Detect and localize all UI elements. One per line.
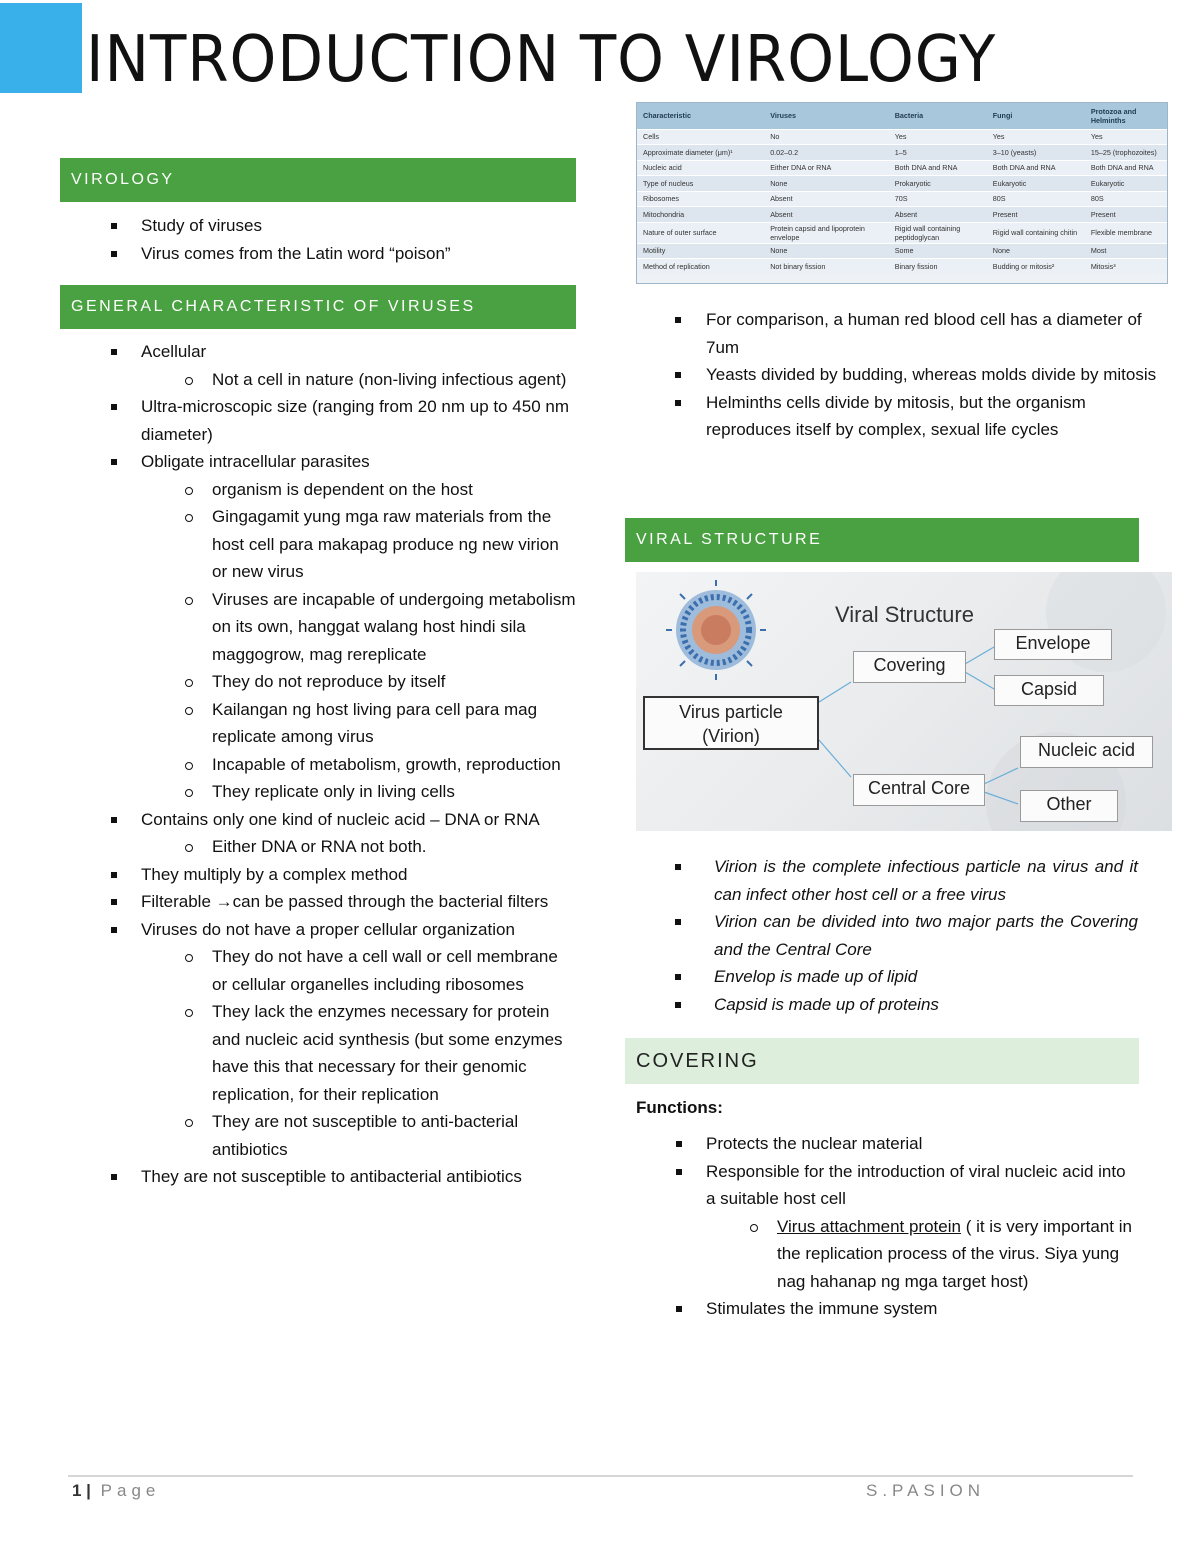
table-cell: Nature of outer surface bbox=[637, 222, 764, 243]
table-cell: None bbox=[764, 243, 889, 259]
list-item: Filterable →can be passed through the bacterial filters bbox=[60, 888, 576, 916]
list-item: Ultra-microscopic size (ranging from 20 nm up to 450 nm diameter) bbox=[60, 393, 576, 448]
capsid-box: Capsid bbox=[994, 675, 1104, 706]
table-header-row bbox=[637, 103, 1167, 129]
table-header-cell: Characteristic bbox=[637, 103, 764, 129]
right-column-top bbox=[624, 306, 1174, 444]
obligate-text: Obligate intracellular parasites bbox=[141, 452, 370, 471]
table-cell: Eukaryotic bbox=[1085, 176, 1167, 192]
table-row bbox=[637, 176, 1167, 192]
table-row bbox=[637, 243, 1167, 259]
table-header-cell: Viruses bbox=[764, 103, 889, 129]
viral-structure-notes bbox=[624, 853, 1138, 1018]
table-cell: 15–25 (trophozoites) bbox=[1085, 145, 1167, 161]
list-item: Virion is the complete infectious particle na virus and it can infect other host cell or a free virus bbox=[624, 853, 1138, 908]
table-cell: Type of nucleus bbox=[637, 176, 764, 192]
functions-label: Functions: bbox=[636, 1098, 723, 1117]
page-title: INTRODUCTION TO VIROLOGY bbox=[86, 23, 997, 97]
table-cell: Mitosis³ bbox=[1085, 259, 1167, 275]
list-item: For comparison, a human red blood cell has a diameter of 7um bbox=[624, 306, 1174, 361]
footer-page-number bbox=[72, 1481, 160, 1501]
table-cell: Present bbox=[1085, 207, 1167, 223]
table-cell: Method of replication bbox=[637, 259, 764, 275]
table-cell: Absent bbox=[889, 207, 987, 223]
table-cell: Mitochondria bbox=[637, 207, 764, 223]
list-item: Virion can be divided into two major parts the Covering and the Central Core bbox=[624, 908, 1138, 963]
table-cell: 80S bbox=[987, 191, 1085, 207]
sub-list-item: Not a cell in nature (non-living infectious agent) bbox=[141, 366, 576, 394]
table-cell: Flexible membrane bbox=[1085, 222, 1167, 243]
table-cell: Yes bbox=[1085, 129, 1167, 145]
table-cell: Absent bbox=[764, 191, 889, 207]
sub-list bbox=[141, 476, 576, 806]
sub-list-item: Either DNA or RNA not both. bbox=[141, 833, 576, 861]
table-cell: Budding or mitosis² bbox=[987, 259, 1085, 275]
list-item: Protects the nuclear material bbox=[625, 1130, 1139, 1158]
table-row bbox=[637, 259, 1167, 275]
list-item: Study of viruses bbox=[60, 212, 576, 240]
table-cell: No bbox=[764, 129, 889, 145]
nucleic-acid-box: Nucleic acid bbox=[1020, 736, 1153, 768]
table-row bbox=[637, 145, 1167, 161]
viral-structure-section bbox=[625, 518, 1139, 562]
table-cell: Not binary fission bbox=[764, 259, 889, 275]
list-item bbox=[60, 916, 576, 1164]
sub-list bbox=[706, 1213, 1139, 1296]
sub-list bbox=[141, 366, 576, 394]
table-cell: Both DNA and RNA bbox=[987, 160, 1085, 176]
other-box: Other bbox=[1020, 790, 1118, 822]
covering-functions-list bbox=[625, 1130, 1139, 1323]
general-characteristics-list bbox=[60, 338, 576, 1191]
sub-list bbox=[141, 833, 576, 861]
table-header-cell: Protozoa and Helminths bbox=[1085, 103, 1167, 129]
virology-list bbox=[60, 212, 576, 267]
list-item bbox=[60, 806, 576, 861]
sub-list-item: Viruses are incapable of undergoing metabolism on its own, hanggat walang host hindi sila maggogrow, mag rereplicate bbox=[141, 586, 576, 669]
section-header-virology: VIROLOGY bbox=[60, 158, 576, 202]
diagram-title: Viral Structure bbox=[835, 602, 974, 627]
table-cell: Both DNA and RNA bbox=[889, 160, 987, 176]
list-item: They multiply by a complex method bbox=[60, 861, 576, 889]
table-cell: Some bbox=[889, 243, 987, 259]
table-cell: Nucleic acid bbox=[637, 160, 764, 176]
central-core-box: Central Core bbox=[853, 774, 985, 806]
table-row bbox=[637, 160, 1167, 176]
table-cell: 0.02–0.2 bbox=[764, 145, 889, 161]
table-cell: 80S bbox=[1085, 191, 1167, 207]
table-row bbox=[637, 207, 1167, 223]
list-item: Yeasts divided by budding, whereas molds divide by mitosis bbox=[624, 361, 1174, 389]
table-cell: Yes bbox=[889, 129, 987, 145]
list-item: Helminths cells divide by mitosis, but the organism reproduces itself by complex, sexual life cycles bbox=[624, 389, 1174, 444]
table-cell: None bbox=[764, 176, 889, 192]
sub-list-item: They lack the enzymes necessary for protein and nucleic acid synthesis (but some enzymes have this that necessary for their genomic replication, for their replication bbox=[141, 998, 576, 1108]
list-item: They are not susceptible to antibacterial antibiotics bbox=[60, 1163, 576, 1191]
table-cell: 1–5 bbox=[889, 145, 987, 161]
viral-structure-notes-list bbox=[624, 853, 1138, 1018]
nucleic-text: Contains only one kind of nucleic acid – DNA or RNA bbox=[141, 809, 540, 829]
page-number: 1 | bbox=[72, 1481, 91, 1500]
sub-list-item: Gingagamit yung mga raw materials from the host cell para makapag produce ng new virion or new virus bbox=[141, 503, 576, 586]
table-header-cell: Bacteria bbox=[889, 103, 987, 129]
table-cell: None bbox=[987, 243, 1085, 259]
virus-particle-label: Virus particle bbox=[679, 702, 783, 722]
table-cell: 3–10 (yeasts) bbox=[987, 145, 1085, 161]
footer-divider bbox=[68, 1475, 1133, 1477]
table-row bbox=[637, 222, 1167, 243]
sub-list-item bbox=[706, 1213, 1139, 1296]
section-header-general-characteristics: GENERAL CHARACTERISTIC OF VIRUSES bbox=[60, 285, 576, 329]
comparison-table-image bbox=[636, 102, 1168, 284]
table-row bbox=[637, 191, 1167, 207]
corner-accent-block bbox=[0, 3, 82, 93]
viral-structure-diagram bbox=[636, 572, 1172, 831]
table-header-cell: Fungi bbox=[987, 103, 1085, 129]
list-item: Envelop is made up of lipid bbox=[624, 963, 1138, 991]
table-cell: Prokaryotic bbox=[889, 176, 987, 192]
table-cell: Ribosomes bbox=[637, 191, 764, 207]
sub-list-item: They are not susceptible to anti-bacterial antibiotics bbox=[141, 1108, 576, 1163]
table-cell: Rigid wall containing chitin bbox=[987, 222, 1085, 243]
table-cell: Cells bbox=[637, 129, 764, 145]
table-cell: Yes bbox=[987, 129, 1085, 145]
table-cell: Either DNA or RNA bbox=[764, 160, 889, 176]
sub-list-item: They do not reproduce by itself bbox=[141, 668, 576, 696]
envelope-box: Envelope bbox=[994, 629, 1112, 660]
table-cell: Approximate diameter (μm)¹ bbox=[637, 145, 764, 161]
list-item bbox=[60, 338, 576, 393]
list-item: Virus comes from the Latin word “poison” bbox=[60, 240, 576, 268]
table-cell: Most bbox=[1085, 243, 1167, 259]
sub-list-item: Incapable of metabolism, growth, reproduction bbox=[141, 751, 576, 779]
section-header-viral-structure: VIRAL STRUCTURE bbox=[625, 518, 1139, 562]
virus-particle-box bbox=[643, 696, 819, 750]
table-cell: Absent bbox=[764, 207, 889, 223]
table-cell: Present bbox=[987, 207, 1085, 223]
table-cell: Both DNA and RNA bbox=[1085, 160, 1167, 176]
sub-list-item: They replicate only in living cells bbox=[141, 778, 576, 806]
section-header-covering: COVERING bbox=[625, 1038, 1139, 1084]
virus-illustration-icon bbox=[666, 580, 766, 680]
acellular-text: Acellular bbox=[141, 342, 207, 361]
table-cell: Rigid wall containing peptidoglycan bbox=[889, 222, 987, 243]
table-cell: Eukaryotic bbox=[987, 176, 1085, 192]
left-column bbox=[60, 158, 576, 1191]
list-item bbox=[625, 1158, 1139, 1296]
table-cell: Motility bbox=[637, 243, 764, 259]
footer-author: S.PASION bbox=[866, 1481, 986, 1500]
comparison-table bbox=[637, 103, 1167, 274]
covering-section bbox=[625, 1038, 1139, 1323]
table-cell: 70S bbox=[889, 191, 987, 207]
list-item: Stimulates the immune system bbox=[625, 1295, 1139, 1323]
page-label: Page bbox=[90, 1481, 161, 1500]
table-cell: Protein capsid and lipoprotein envelope bbox=[764, 222, 889, 243]
virus-attachment-protein-text: ( it is very important in the replication process of the virus. Siya yung nag hahanap ng mga target host) bbox=[777, 1216, 1132, 1291]
sub-list-item: They do not have a cell wall or cell membrane or cellular organelles including ribosomes bbox=[141, 943, 576, 998]
virion-label: (Virion) bbox=[702, 726, 760, 746]
sub-list-item: Kailangan ng host living para cell para mag replicate among virus bbox=[141, 696, 576, 751]
comparison-notes-list bbox=[624, 306, 1174, 444]
sub-list bbox=[141, 943, 576, 1163]
list-item: Capsid is made up of proteins bbox=[624, 991, 1138, 1019]
table-cell: Binary fission bbox=[889, 259, 987, 275]
introduction-text: Responsible for the introduction of viral nucleic acid into a suitable host cell bbox=[706, 1161, 1126, 1208]
virus-attachment-protein-label: Virus attachment protein bbox=[777, 1216, 961, 1236]
covering-box: Covering bbox=[853, 651, 966, 683]
list-item bbox=[60, 448, 576, 806]
sub-list-item: organism is dependent on the host bbox=[141, 476, 576, 504]
table-row bbox=[637, 129, 1167, 145]
organization-text: Viruses do not have a proper cellular organization bbox=[141, 919, 515, 939]
